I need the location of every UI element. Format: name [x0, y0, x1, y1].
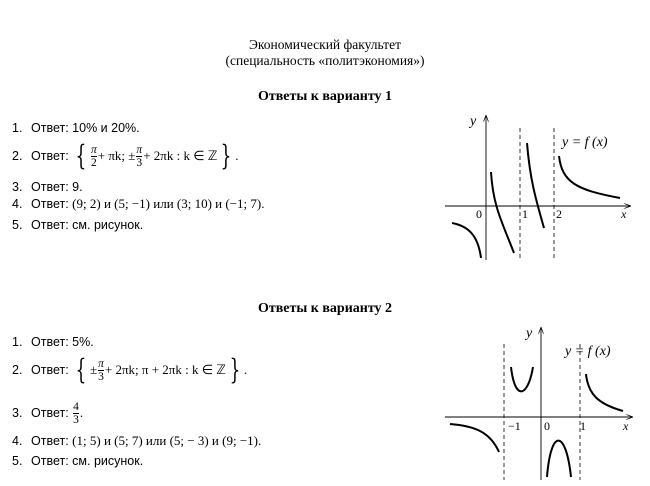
v1-graph	[440, 110, 640, 265]
origin-label: 0	[544, 419, 550, 433]
curve-branch-2	[511, 367, 533, 391]
curve-branch-4	[559, 156, 620, 198]
y-axis-label: y	[470, 114, 477, 129]
specialty-subtitle: (специальность «политэкономия»)	[225, 53, 425, 68]
variant1-title: Ответы к варианту 1	[257, 89, 393, 104]
y-axis-label: y	[526, 326, 533, 341]
curve-branch-4	[586, 374, 623, 411]
function-label: y = f (x)	[562, 135, 608, 150]
tick-label-2: 2	[556, 207, 562, 221]
v2-answer-3: 3. Ответ: $\frac{4}{3}$ .	[12, 400, 84, 426]
v2-answer-4: 4. Ответ: (1; 5) и (5; 7) или (5; − 3) и (9; −1).	[12, 433, 262, 448]
tick-label-2: 1	[580, 419, 586, 433]
tick-label-1: −1	[508, 419, 521, 433]
v2-answer-1: 1. Ответ: 5%.	[12, 335, 94, 349]
curve-branch-3	[547, 441, 571, 477]
v1-answer-1: 1. Ответ: 10% и 20%.	[12, 121, 140, 135]
curve-branch-3	[527, 143, 544, 228]
curve-branch-1	[450, 424, 499, 452]
curve-branch-1	[452, 223, 481, 258]
function-label: y = f (x)	[565, 344, 611, 359]
tick-label-1: 1	[522, 207, 528, 221]
v2-answer-5: 5. Ответ: см. рисунок.	[12, 454, 144, 468]
variant2-title: Ответы к варианту 2	[257, 301, 393, 316]
v1-answer-3: 3. Ответ: 9.	[12, 180, 83, 194]
origin-label: 0	[476, 207, 482, 221]
faculty-title: Экономический факультет	[249, 37, 401, 52]
v2-answer-2: 2. Ответ: { ± $\frac{\pi}{3}$ + 2πk; π + 2πk : k ∈ ℤ } .	[12, 353, 248, 386]
v1-answer-2: 2. Ответ: { $\frac{\pi}{2}$ + πk; ± $\frac{\pi}{3}$ + 2πk : k ∈ ℤ } .	[12, 139, 239, 172]
v1-answer-5: 5. Ответ: см. рисунок.	[12, 218, 144, 232]
v1-answer-4: 4. Ответ: (9; 2) и (5; −1) или (3; 10) и (−1; 7).	[12, 196, 265, 211]
x-axis-label: x	[623, 419, 629, 433]
curve-branch-2	[491, 172, 514, 253]
v2-graph	[440, 322, 640, 482]
x-axis-label: x	[621, 207, 627, 221]
